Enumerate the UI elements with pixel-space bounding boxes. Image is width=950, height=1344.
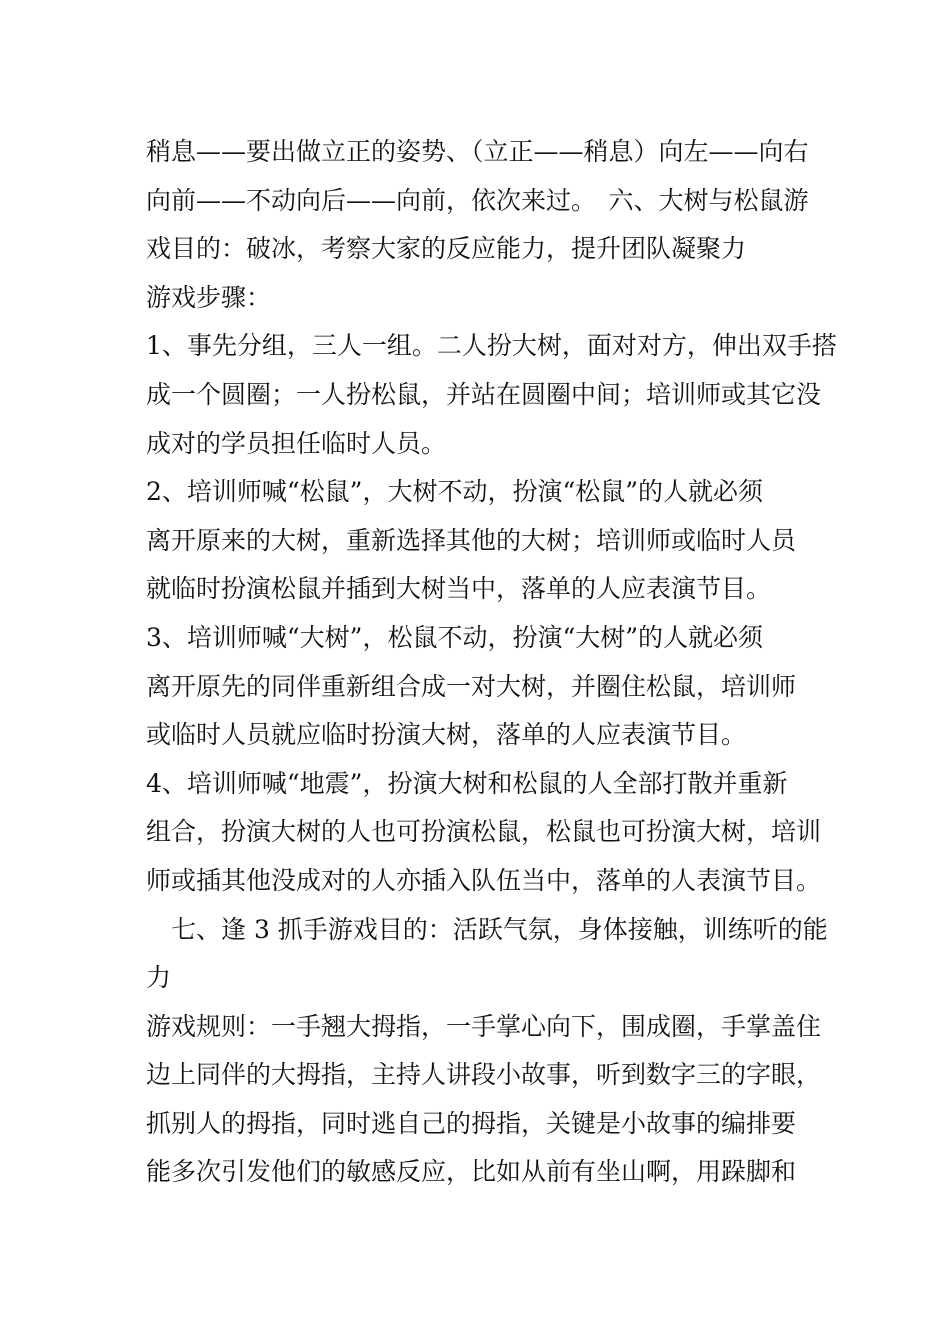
text-line: 游戏步骤： [146,282,272,312]
body-text [146,128,837,1197]
text-line: 稍息——要出做立正的姿势、（立正——稍息）向左——向右 [146,137,809,166]
text-line: 力 [146,963,172,993]
text-line: 成对的学员担任临时人员。 [146,428,447,458]
text-line: 师或插其他没成对的人亦插入队伍当中，落单的人表演节目。 [146,865,822,895]
text-line: 组合，扮演大树的人也可扮演松鼠，松鼠也可扮演大树，培训 [146,817,822,847]
text-line: 游戏规则：一手翘大拇指，一手掌心向下，围成圈，手掌盖住 [146,1011,822,1041]
text-line: 抓别人的拇指，同时逃自己的拇指，关键是小故事的编排要 [146,1108,797,1138]
text-line: 或临时人员就应临时扮演大树，落单的人应表演节目。 [146,720,747,750]
text-line: 离开原来的大树，重新选择其他的大树；培训师或临时人员 [146,525,797,555]
text-line: 能多次引发他们的敏感反应，比如从前有坐山啊，用跺脚和 [146,1157,797,1187]
text-line: 就临时扮演松鼠并插到大树当中，落单的人应表演节目。 [146,574,772,604]
text-line: 1、事先分组，三人一组。二人扮大树，面对对方，伸出双手搭 [146,331,837,361]
text-line: 成一个圆圈；一人扮松鼠，并站在圆圈中间；培训师或其它没 [146,379,822,409]
text-line: 戏目的：破冰，考察大家的反应能力，提升团队凝聚力 [146,234,747,264]
text-line: 七、逢 3 抓手游戏目的：活跃气氛，身体接触，训练听的能 [146,914,828,944]
text-line: 边上同伴的大拇指，主持人讲段小故事，听到数字三的字眼， [146,1060,822,1090]
text-line: 4、培训师喊“地震”，扮演大树和松鼠的人全部打散并重新 [146,768,788,798]
text-line: 3、培训师喊“大树”，松鼠不动，扮演“大树”的人就必须 [146,622,764,652]
text-line: 离开原先的同伴重新组合成一对大树，并圈住松鼠，培训师 [146,671,797,701]
text-line: 2、培训师喊“松鼠”，大树不动，扮演“松鼠”的人就必须 [146,477,764,507]
text-line: 向前——不动向后——向前，依次来过。 六、大树与松鼠游 [146,185,809,215]
